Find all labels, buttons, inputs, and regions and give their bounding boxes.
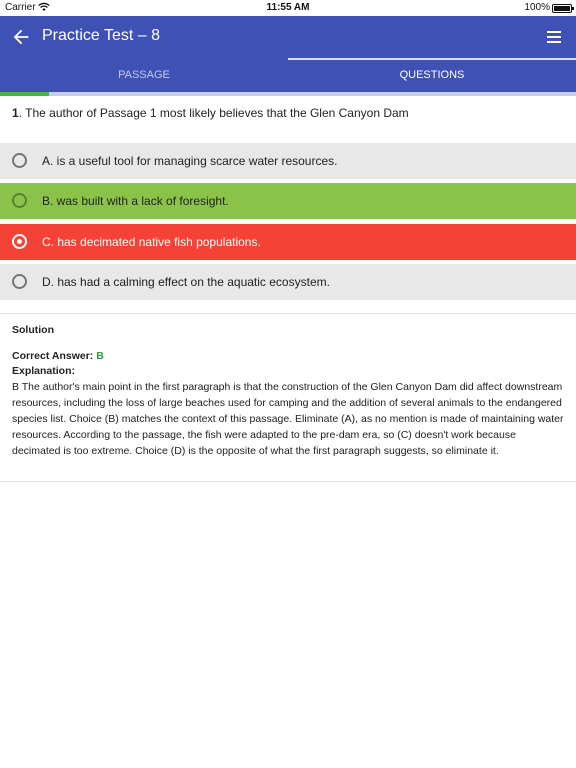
- arrow-left-icon[interactable]: [10, 26, 32, 48]
- radio-unchecked-icon[interactable]: [12, 153, 27, 168]
- page-title: Practice Test – 8: [42, 27, 160, 44]
- app-bar: [0, 16, 576, 58]
- status-bar: [0, 0, 576, 16]
- tab-indicator: [288, 58, 576, 60]
- solution-section: [12, 324, 564, 459]
- battery-percent: 100%: [524, 2, 550, 13]
- divider: [0, 481, 576, 482]
- radio-checked-icon[interactable]: [12, 234, 27, 249]
- question-text: [12, 106, 564, 120]
- hamburger-menu-icon[interactable]: [546, 29, 562, 45]
- question-number: 1: [12, 106, 19, 120]
- tab-bar: [0, 58, 576, 92]
- question-body: . The author of Passage 1 most likely believes that the Glen Canyon Dam: [18, 106, 409, 120]
- radio-unchecked-icon[interactable]: [12, 193, 27, 208]
- solution-heading: Solution: [12, 324, 54, 336]
- tab-passage[interactable]: PASSAGE: [118, 69, 170, 81]
- option-a[interactable]: [0, 143, 576, 179]
- option-label: A. is a useful tool for managing scarce water resources.: [42, 154, 338, 168]
- radio-unchecked-icon[interactable]: [12, 274, 27, 289]
- option-b[interactable]: [0, 183, 576, 219]
- correct-answer-label: Correct Answer:: [12, 350, 97, 362]
- status-time: 11:55 AM: [266, 2, 310, 13]
- option-d[interactable]: [0, 264, 576, 300]
- progress-bar: [0, 92, 576, 96]
- option-label: C. has decimated native fish populations.: [42, 235, 261, 249]
- explanation-text: B The author's main point in the first paragraph is that the construction of the Glen Canyon Dam did affect downstream resources, including the loss of large beaches used for camping and the addition of several animals to the endangered species list. Choice (B) matches the context of this passage. Eliminate (A), as no mention is made of maintaining water resources. According to the passage, the fish were adapted to the pre-dam era, so (C) doesn't work because decimated is too extreme. Choice (D) is the opposite of what the first paragraph suggests, so eliminate it.: [12, 381, 564, 457]
- option-label: D. has had a calming effect on the aquatic ecosystem.: [42, 275, 330, 289]
- carrier-label: Carrier: [5, 2, 36, 13]
- correct-answer-line: [12, 350, 564, 362]
- option-label: B. was built with a lack of foresight.: [42, 194, 229, 208]
- battery-icon: [552, 4, 572, 13]
- tab-questions[interactable]: QUESTIONS: [399, 69, 465, 81]
- option-c[interactable]: [0, 224, 576, 260]
- correct-answer-value: B: [96, 350, 104, 362]
- progress-fill: [0, 92, 49, 96]
- divider: [0, 313, 576, 314]
- explanation-label: Explanation:: [12, 365, 76, 377]
